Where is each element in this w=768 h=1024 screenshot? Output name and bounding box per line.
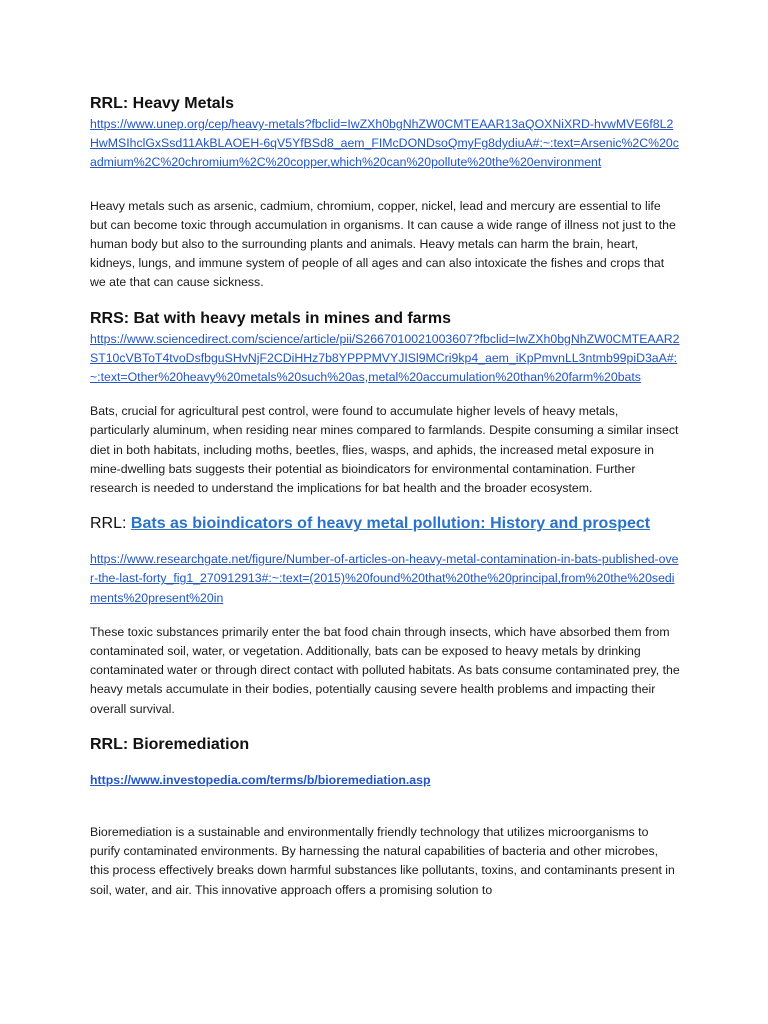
paragraph-bats-mines-farms: Bats, crucial for agricultural pest control, were found to accumulate higher levels of heavy metals, particularly aluminum, when residing near mines compared to farmlands. Despite consuming a similar insect diet in both habitats, including moths, beetles, flies, wasps, and aphids, the increased metal exposure in mine-dwelling bats suggests their potential as bioindicators for environmental contamination. Further research is needed to understand the implications for bat health and the broader ecosystem.	[90, 404, 679, 496]
section-heading-bioremediation: RRL: Bioremediation	[90, 735, 250, 753]
document-page	[90, 93, 680, 900]
section-heading-bioindicators	[90, 513, 680, 535]
source-link-investopedia[interactable]: https://www.investopedia.com/terms/b/bioremediation.asp	[90, 772, 431, 787]
article-title-link[interactable]: Bats as bioindicators of heavy metal pollution: History and prospect	[130, 515, 651, 533]
section-heading-heavy-metals: RRL: Heavy Metals	[90, 95, 235, 112]
heading-prefix: RRL:	[90, 515, 131, 533]
paragraph-bioindicators: These toxic substances primarily enter the bat food chain through insects, which have absorbed them from contaminated soil, water, or vegetation. Additionally, bats can be exposed to heavy metals by drinking contaminated water or through direct contact with polluted habitats. As bats consume contaminated prey, the heavy metals accumulate in their bodies, potentially causing severe health problems and impacting their overall survival.	[90, 624, 680, 716]
source-link-sciencedirect[interactable]: https://www.sciencedirect.com/science/article/pii/S2667010021003607?fbclid=IwZXh0bgNhZW0CMTEAAR2ST10cVBToT4tvoDsfbguSHvNjF2CDiHHz7b8YPPPMVYJISl9MCri9kp4_aem_iKpPmvnLL3ntmb99piD3aA#:~:text=Other%20heavy%20metals%20such%20as,metal%20accumulation%20than%20farm%20bats	[90, 331, 680, 385]
paragraph-heavy-metals: Heavy metals such as arsenic, cadmium, chromium, copper, nickel, lead and mercury are essential to life but can become toxic through accumulation in organisms. It can cause a wide range of illness not just to the human body but also to the surrounding plants and animals. Heavy metals can harm the brain, heart, kidneys, lungs, and immune system of people of all ages and can also intoxicate the fishes and crops that we ate that can cause sickness.	[90, 198, 676, 290]
source-link-unep[interactable]: https://www.unep.org/cep/heavy-metals?fbclid=IwZXh0bgNhZW0CMTEAAR13aQOXNiXRD-hvwMVE6f8L2HwMSIhclGxSsd11AkBLAOEH-6qV5YfBSd8_aem_FIMcDONDsoQmyFg8dydiuA#:~:text=Arsenic%2C%20cadmium%2C%20chromium%2C%20copper,which%20can%20pollute%20the%20environment	[90, 117, 679, 170]
paragraph-bioremediation: Bioremediation is a sustainable and environmentally friendly technology that utilizes microorganisms to purify contaminated environments. By harnessing the natural capabilities of bacteria and other microbes, this process effectively breaks down harmful substances like pollutants, toxins, and contaminants present in soil, water, and air. This innovative approach offers a promising solution to	[90, 825, 675, 897]
section-heading-bats-mines-farms: RRS: Bat with heavy metals in mines and farms	[90, 309, 451, 327]
source-link-researchgate[interactable]: https://www.researchgate.net/figure/Number-of-articles-on-heavy-metal-contamination-in-bats-published-over-the-last-forty_fig1_270912913#:~:text=(2015)%20found%20that%20the%20principal,from%20the%20sediments%20present%20in	[90, 552, 679, 605]
